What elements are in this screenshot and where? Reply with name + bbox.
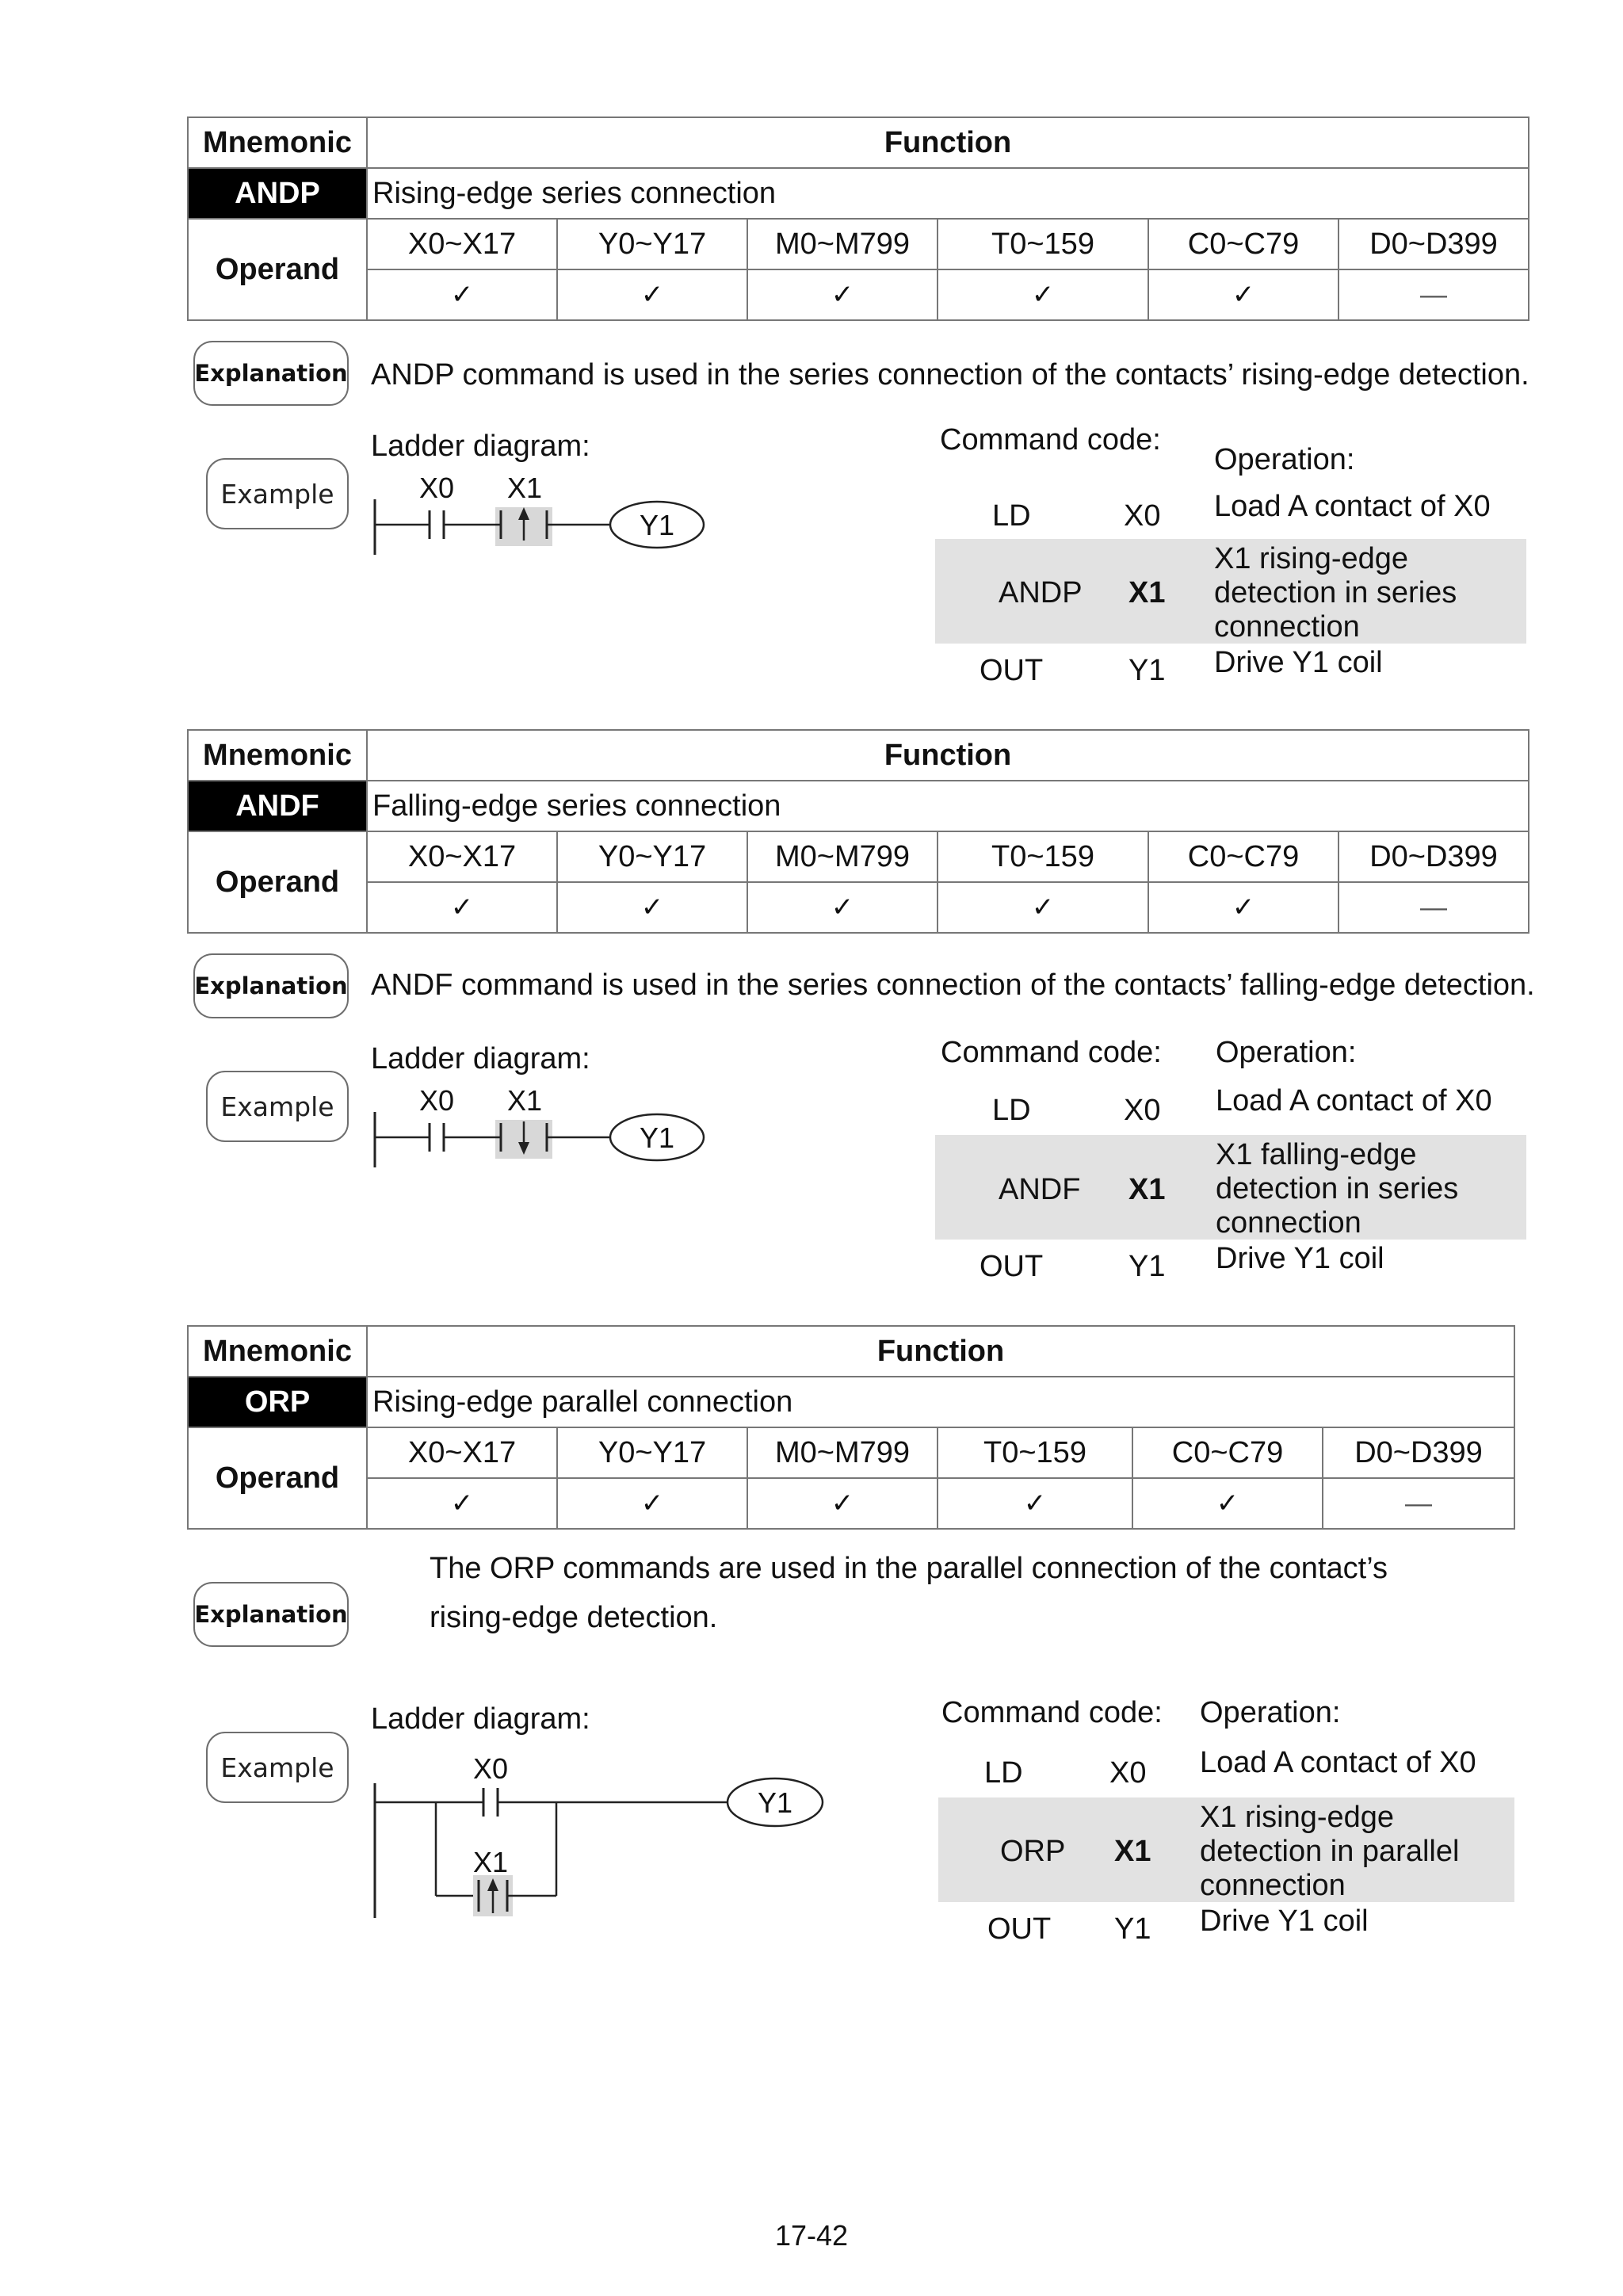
- operand-header: T0~159: [938, 1427, 1132, 1478]
- explanation-badge: Explanation: [193, 953, 349, 1018]
- check-mark: ✓: [1148, 269, 1338, 320]
- instruction-operand: Y1: [1128, 1250, 1166, 1283]
- operation-text: Drive Y1 coil: [1214, 646, 1383, 679]
- mnemonic-header: Mnemonic: [188, 730, 367, 781]
- function-header: Function: [367, 730, 1529, 781]
- instruction-table: [187, 1325, 1515, 1530]
- check-mark: ✓: [367, 882, 557, 933]
- instruction: OUT: [980, 1250, 1044, 1283]
- instruction: ANDP: [999, 576, 1083, 609]
- instruction-operand: X1: [1128, 576, 1166, 609]
- operation-text: X1 rising-edge detection in parallel connection: [1200, 1801, 1460, 1902]
- check-mark: ✓: [747, 1478, 938, 1529]
- instruction-operand: Y1: [1128, 654, 1166, 687]
- ladder-diagram: [372, 1752, 832, 1926]
- mnemonic-cell: ANDP: [188, 168, 367, 219]
- coil-label: Y1: [640, 509, 675, 541]
- explanation-text: The ORP commands are used in the parallel connection of the contact’s rising-edge detection.: [430, 1552, 1388, 1634]
- check-mark: ✓: [1148, 882, 1338, 933]
- contact-label: X1: [507, 472, 543, 504]
- check-mark: ✓: [938, 882, 1148, 933]
- instruction: ANDF: [999, 1173, 1081, 1206]
- function-header: Function: [367, 1326, 1514, 1377]
- operation-label: Operation:: [1200, 1696, 1341, 1729]
- mnemonic-cell: ORP: [188, 1377, 367, 1427]
- operation-text: Load A contact of X0: [1216, 1084, 1492, 1117]
- page-number: 17-42: [774, 2219, 849, 2252]
- ladder-diagram: [372, 472, 713, 563]
- operand-label: Operand: [188, 831, 367, 933]
- example-badge: Example: [206, 458, 349, 529]
- explanation-text: ANDF command is used in the series connection of the contacts’ falling-edge detection.: [371, 968, 1535, 1002]
- example-badge: Example: [206, 1071, 349, 1142]
- check-mark: ✓: [938, 269, 1148, 320]
- mnemonic-header: Mnemonic: [188, 1326, 367, 1377]
- operand-header: D0~D399: [1323, 1427, 1514, 1478]
- command-code-label: Command code:: [941, 1036, 1162, 1069]
- operand-header: C0~C79: [1148, 831, 1338, 882]
- instruction: ORP: [1000, 1835, 1066, 1868]
- ladder-diagram: [372, 1084, 713, 1175]
- operation-text: Load A contact of X0: [1200, 1746, 1476, 1779]
- operand-header: Y0~Y17: [557, 219, 747, 269]
- ladder-label: Ladder diagram:: [371, 430, 590, 463]
- operation-text: X1 falling-edge detection in series connection: [1216, 1138, 1459, 1240]
- command-code-label: Command code:: [940, 423, 1161, 457]
- explanation-text: ANDP command is used in the series connection of the contacts’ rising-edge detection.: [371, 358, 1529, 392]
- operation-label: Operation:: [1216, 1036, 1357, 1069]
- coil-label: Y1: [640, 1121, 675, 1154]
- contact-label: X0: [419, 472, 455, 504]
- coil-label: Y1: [758, 1786, 793, 1819]
- operation-label: Operation:: [1214, 443, 1355, 476]
- contact-label: X1: [473, 1846, 509, 1878]
- instruction-operand: X1: [1114, 1835, 1151, 1868]
- instruction: OUT: [980, 654, 1044, 687]
- check-mark: ✓: [557, 1478, 747, 1529]
- mnemonic-cell: ANDF: [188, 781, 367, 831]
- command-code-label: Command code:: [941, 1696, 1163, 1729]
- operand-header: D0~D399: [1338, 219, 1529, 269]
- operation-text: X1 rising-edge detection in series connection: [1214, 542, 1457, 644]
- instruction: LD: [992, 499, 1031, 533]
- function-header: Function: [367, 117, 1529, 168]
- explanation-badge: Explanation: [193, 341, 349, 406]
- operand-header: D0~D399: [1338, 831, 1529, 882]
- check-mark: ✓: [938, 1478, 1132, 1529]
- operand-header: X0~X17: [367, 1427, 557, 1478]
- check-mark: ✓: [367, 269, 557, 320]
- instruction-operand: X0: [1124, 499, 1161, 533]
- instruction-operand: X0: [1124, 1094, 1161, 1127]
- explanation-badge: Explanation: [193, 1582, 349, 1647]
- operand-header: T0~159: [938, 219, 1148, 269]
- instruction: LD: [984, 1756, 1023, 1790]
- instruction-operand: Y1: [1114, 1912, 1151, 1946]
- instruction-table: [187, 117, 1529, 321]
- operand-header: X0~X17: [367, 831, 557, 882]
- operand-header: X0~X17: [367, 219, 557, 269]
- instruction-table: [187, 729, 1529, 934]
- dash-mark: —: [1338, 882, 1529, 933]
- operand-header: C0~C79: [1132, 1427, 1323, 1478]
- contact-label: X1: [507, 1084, 543, 1117]
- check-mark: ✓: [367, 1478, 557, 1529]
- operand-header: Y0~Y17: [557, 831, 747, 882]
- check-mark: ✓: [557, 269, 747, 320]
- example-badge: Example: [206, 1732, 349, 1803]
- contact-label: X0: [473, 1752, 509, 1785]
- ladder-label: Ladder diagram:: [371, 1042, 590, 1075]
- check-mark: ✓: [747, 269, 938, 320]
- contact-label: X0: [419, 1084, 455, 1117]
- function-cell: Rising-edge series connection: [367, 168, 1529, 219]
- check-mark: ✓: [1132, 1478, 1323, 1529]
- function-cell: Rising-edge parallel connection: [367, 1377, 1514, 1427]
- operand-header: M0~M799: [747, 1427, 938, 1478]
- dash-mark: —: [1338, 269, 1529, 320]
- operation-text: Drive Y1 coil: [1216, 1242, 1384, 1275]
- operand-header: M0~M799: [747, 219, 938, 269]
- operation-text: Drive Y1 coil: [1200, 1904, 1369, 1938]
- function-cell: Falling-edge series connection: [367, 781, 1529, 831]
- operand-header: Y0~Y17: [557, 1427, 747, 1478]
- check-mark: ✓: [747, 882, 938, 933]
- operand-header: T0~159: [938, 831, 1148, 882]
- operand-label: Operand: [188, 1427, 367, 1529]
- operand-header: M0~M799: [747, 831, 938, 882]
- dash-mark: —: [1323, 1478, 1514, 1529]
- operation-text: Load A contact of X0: [1214, 490, 1491, 523]
- check-mark: ✓: [557, 882, 747, 933]
- instruction-operand: X1: [1128, 1173, 1166, 1206]
- operand-label: Operand: [188, 219, 367, 320]
- instruction: LD: [992, 1094, 1031, 1127]
- mnemonic-header: Mnemonic: [188, 117, 367, 168]
- instruction: OUT: [987, 1912, 1052, 1946]
- ladder-label: Ladder diagram:: [371, 1702, 590, 1736]
- instruction-operand: X0: [1109, 1756, 1147, 1790]
- operand-header: C0~C79: [1148, 219, 1338, 269]
